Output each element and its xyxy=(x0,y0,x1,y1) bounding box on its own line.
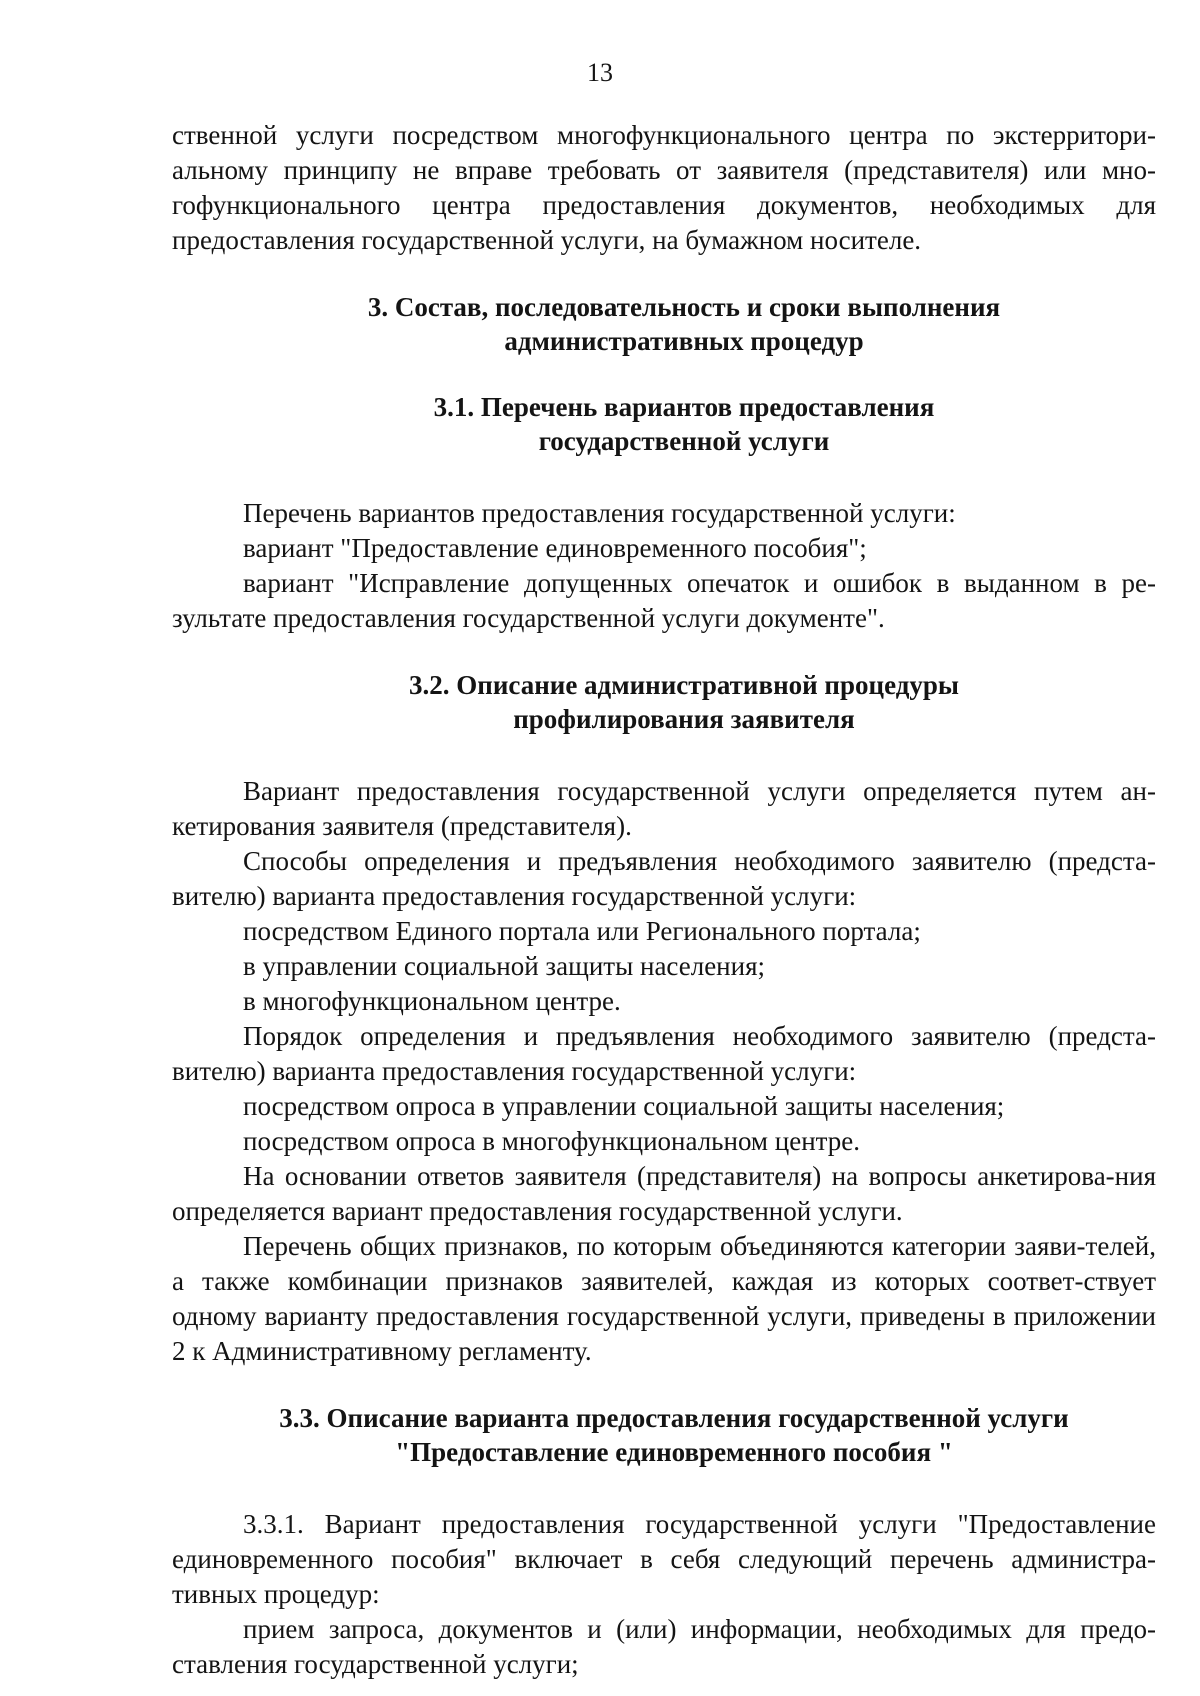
paragraph: в многофункциональном центре. xyxy=(243,986,621,1016)
paragraph: На основании ответов заявителя (представителя) на вопросы анкетирова-ния определяется вариант предоставления государственной услуги. xyxy=(172,1161,1156,1226)
paragraph: 3.3.1. Вариант предоставления государственной услуги "Предоставление единовременного пособия" включает в себя следующий перечень администра-тивных процедур: xyxy=(172,1509,1156,1609)
heading-line: 3. Состав, последовательность и сроки выполнения xyxy=(367,292,1001,322)
paragraph: посредством опроса в многофункциональном центре. xyxy=(243,1126,861,1156)
paragraph: вариант "Исправление допущенных опечаток и ошибок в выданном в ре-зультате предоставления государственной услуги документе". xyxy=(172,568,1156,633)
section-3-1-heading xyxy=(172,390,1156,458)
paragraph: прием запроса, документов и (или) информации, необходимых для предо-ставления государственной услуги; xyxy=(172,1614,1156,1679)
paragraph: Перечень общих признаков, по которым объединяются категории заяви-телей, а также комбинации признаков заявителей, каждая из которых соответ-ствует одному варианту предоставления государственной услуги, приведены в приложении 2 к Административному регламенту. xyxy=(172,1231,1156,1366)
heading-line: 3.1. Перечень вариантов предоставления xyxy=(433,392,935,422)
heading-line: административных процедур xyxy=(504,326,864,356)
heading-line: 3.3. Описание варианта предоставления государственной услуги xyxy=(279,1403,1069,1433)
paragraph: посредством Единого портала или Регионального портала; xyxy=(243,916,921,946)
paragraph: Порядок определения и предъявления необходимого заявителю (предста-вителю) варианта предоставления государственной услуги: xyxy=(172,1021,1156,1086)
section-3-heading xyxy=(172,290,1156,358)
section-3-2-heading xyxy=(172,668,1156,736)
paragraph: посредством опроса в управлении социальной защиты населения; xyxy=(243,1091,1005,1121)
page-number: 13 xyxy=(587,58,613,87)
page-content xyxy=(172,118,1156,1682)
heading-line: профилирования заявителя xyxy=(513,704,855,734)
paragraph: в управлении социальной защиты населения; xyxy=(243,951,766,981)
section-3-3-heading xyxy=(172,1401,1156,1469)
paragraph: Способы определения и предъявления необходимого заявителю (предста-вителю) варианта предоставления государственной услуги: xyxy=(172,846,1156,911)
heading-line: государственной услуги xyxy=(538,426,830,456)
paragraph: вариант "Предоставление единовременного пособия"; xyxy=(243,533,867,563)
heading-line: "Предоставление единовременного пособия " xyxy=(395,1437,953,1467)
heading-line: 3.2. Описание административной процедуры xyxy=(409,670,959,700)
paragraph: Вариант предоставления государственной услуги определяется путем ан-кетирования заявителя (представителя). xyxy=(172,776,1156,841)
paragraph: Перечень вариантов предоставления государственной услуги: xyxy=(243,498,956,528)
intro-paragraph: ственной услуги посредством многофункционального центра по экстерритори-альному принципу не вправе требовать от заявителя (представителя) или мно-гофункционального центра предоставления документов, необходимых для предоставления государственной услуги, на бумажном носителе. xyxy=(172,120,1156,255)
